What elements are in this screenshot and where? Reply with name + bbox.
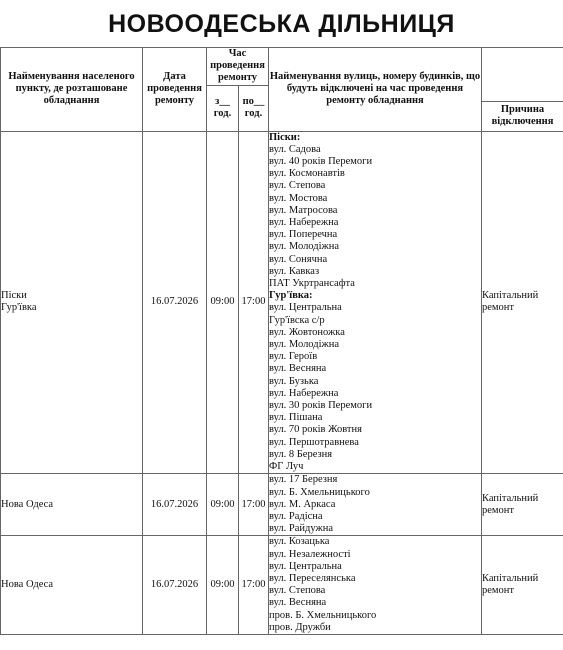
- street-item: вул. Степова: [269, 180, 326, 192]
- street-item: вул. Степова: [269, 585, 326, 597]
- reason-cell: [482, 474, 563, 536]
- repair-date-cell: 16.07.2026: [143, 474, 207, 536]
- street-item: вул. Весняна: [269, 597, 327, 609]
- outage-schedule-table: [0, 47, 563, 635]
- street-item: вул. М. Аркаса: [269, 498, 336, 510]
- street-item: вул. Кавказ: [269, 265, 320, 277]
- street-item: вул. Садова: [269, 143, 321, 155]
- table-row: [1, 536, 563, 635]
- header-streets: Найменування вулиць, номеру будинків, що будуть відключені на час проведення ремонту обладнання: [269, 48, 482, 132]
- street-item: вул. Набережна: [269, 387, 339, 399]
- street-item: вул. Центральна: [269, 302, 342, 314]
- street-group-heading: Піски:: [269, 131, 301, 143]
- street-item: вул. Жовтоножка: [269, 326, 345, 338]
- reason-text: Капітальний: [482, 572, 539, 584]
- time-to-cell: 17:00: [239, 474, 269, 536]
- header-place: Найменування населеного пункту, де розташоване обладнання: [1, 48, 143, 132]
- time-from-cell: 09:00: [207, 474, 239, 536]
- street-item: вул. Мостова: [269, 192, 328, 204]
- settlement-name: Нова Одеса: [1, 579, 54, 591]
- table-row: [1, 474, 563, 536]
- street-item: вул. Б. Хмельницького: [269, 486, 370, 498]
- settlement-cell: [1, 536, 143, 635]
- reason-cell: [482, 536, 563, 635]
- street-item: вул. Матросова: [269, 204, 338, 216]
- reason-text: ремонт: [482, 585, 515, 597]
- settlement-name: Нова Одеса: [1, 498, 54, 510]
- street-item: вул. Весняна: [269, 363, 327, 375]
- street-item: вул. Переселянська: [269, 572, 356, 584]
- header-blank: [482, 48, 563, 102]
- streets-cell: [269, 474, 482, 536]
- street-item: вул. Незалежності: [269, 548, 351, 560]
- reason-text: Капітальний: [482, 290, 539, 302]
- street-item: вул. Пішана: [269, 412, 323, 424]
- repair-date-cell: 16.07.2026: [143, 536, 207, 635]
- street-item: Гур'ївска с/р: [269, 314, 325, 326]
- header-date: Дата проведення ремонту: [143, 48, 207, 132]
- street-item: вул. Райдужна: [269, 523, 333, 535]
- street-item: вул. 40 років Перемоги: [269, 156, 373, 168]
- street-item: вул. Молодіжна: [269, 241, 340, 253]
- street-item: вул. Молодіжна: [269, 339, 340, 351]
- header-time: Час проведення ремонту: [207, 48, 269, 86]
- streets-cell: [269, 131, 482, 474]
- street-item: пров. Дружби: [269, 621, 331, 633]
- street-item: вул. Першотравнева: [269, 436, 359, 448]
- settlement-cell: [1, 131, 143, 474]
- street-item: вул. 17 Березня: [269, 474, 338, 486]
- street-item: вул. Бузька: [269, 375, 319, 387]
- street-item: вул. Космонавтів: [269, 168, 345, 180]
- time-from-cell: 09:00: [207, 131, 239, 474]
- street-item: вул. Героїв: [269, 351, 318, 363]
- reason-text: ремонт: [482, 302, 515, 314]
- street-item: вул. Радісна: [269, 510, 323, 522]
- settlement-name: Гур'ївка: [1, 302, 37, 314]
- street-item: вул. 70 років Жовтня: [269, 424, 362, 436]
- table-row: [1, 131, 563, 474]
- reason-cell: [482, 131, 563, 474]
- streets-cell: [269, 536, 482, 635]
- street-item: вул. Центральна: [269, 560, 342, 572]
- street-item: ФГ Луч: [269, 461, 304, 473]
- street-item: вул. 30 років Перемоги: [269, 400, 373, 412]
- repair-date-cell: 16.07.2026: [143, 131, 207, 474]
- time-from-cell: 09:00: [207, 536, 239, 635]
- header-reason: Причина відключення: [482, 101, 563, 131]
- street-item: вул. Поперечна: [269, 229, 338, 241]
- street-group-heading: Гур'ївка:: [269, 290, 313, 302]
- header-from: з__ год.: [207, 85, 239, 131]
- page-title: НОВООДЕСЬКА ДІЛЬНИЦЯ: [108, 10, 455, 38]
- street-item: вул. Сонячна: [269, 253, 328, 265]
- time-to-cell: 17:00: [239, 536, 269, 635]
- settlement-name: Піски: [1, 290, 27, 302]
- street-item: вул. 8 Березня: [269, 448, 333, 460]
- street-item: ПАТ Укртрансафта: [269, 278, 355, 290]
- time-to-cell: 17:00: [239, 131, 269, 474]
- street-item: пров. Б. Хмельницького: [269, 609, 377, 621]
- settlement-cell: [1, 474, 143, 536]
- reason-text: Капітальний: [482, 492, 539, 504]
- reason-text: ремонт: [482, 504, 515, 516]
- street-item: вул. Набережна: [269, 217, 339, 229]
- street-item: вул. Козацька: [269, 536, 330, 548]
- header-to: по__ год.: [239, 85, 269, 131]
